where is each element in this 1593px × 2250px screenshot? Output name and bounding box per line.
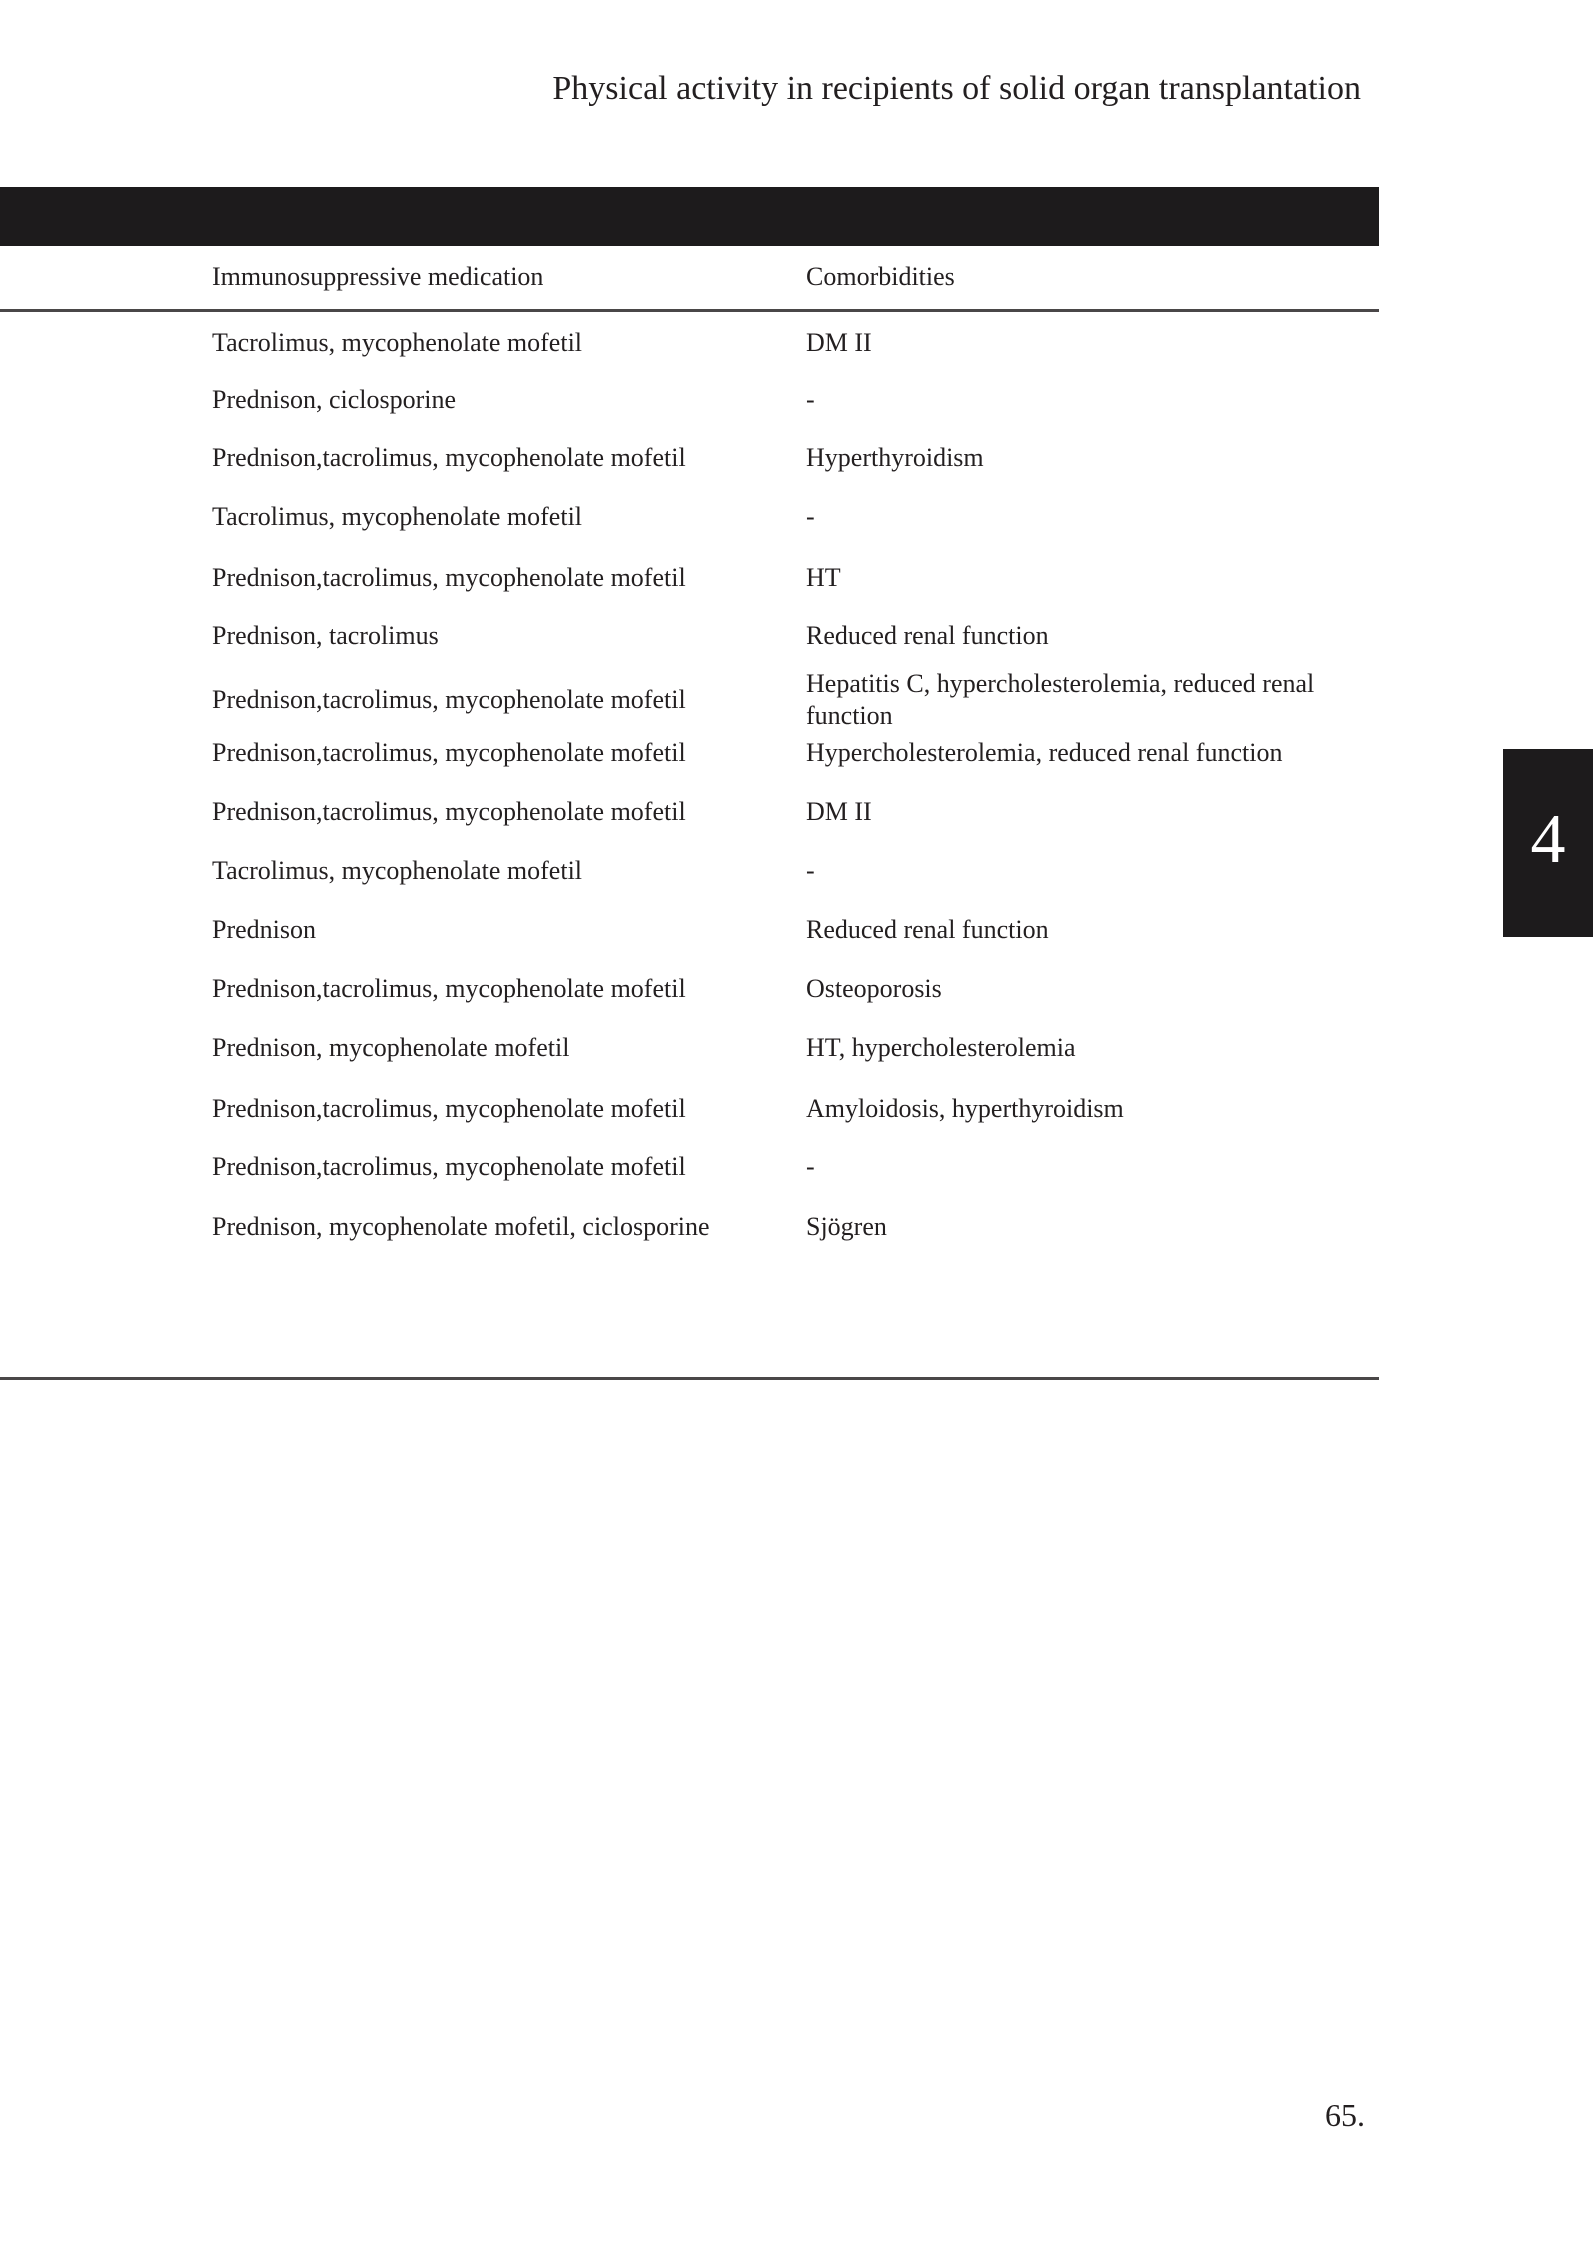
comorbidities-cell: HT, hypercholesterolemia <box>806 1033 1076 1062</box>
medication-cell: Prednison,tacrolimus, mycophenolate mofetil <box>212 974 686 1003</box>
comorbidities-cell: Hyperthyroidism <box>806 443 984 472</box>
comorbidities-cell: Hepatitis C, hypercholesterolemia, reduced renal function <box>806 669 1315 730</box>
medication-cell: Prednison,tacrolimus, mycophenolate mofetil <box>212 563 686 592</box>
comorbidities-cell: Sjögren <box>806 1212 887 1241</box>
medication-cell: Tacrolimus, mycophenolate mofetil <box>212 328 583 357</box>
medication-cell: Prednison,tacrolimus, mycophenolate mofetil <box>212 1094 686 1123</box>
medication-cell: Prednison,tacrolimus, mycophenolate mofetil <box>212 685 686 714</box>
medication-cell: Prednison, mycophenolate mofetil, ciclosporine <box>212 1212 710 1241</box>
comorbidities-cell: Reduced renal function <box>806 915 1049 944</box>
footer-rule <box>0 1377 1379 1380</box>
comorbidities-cell: HT <box>806 563 841 592</box>
header-rule <box>0 309 1379 312</box>
comorbidities-cell: Reduced renal function <box>806 621 1049 650</box>
comorbidities-cell: - <box>806 856 815 885</box>
medication-cell: Prednison <box>212 915 316 944</box>
comorbidities-cell: - <box>806 385 815 414</box>
column-header-medication: Immunosuppressive medication <box>212 262 544 291</box>
comorbidities-cell: Osteoporosis <box>806 974 942 1003</box>
chapter-tab <box>1503 749 1593 937</box>
comorbidities-cell: DM II <box>806 328 872 357</box>
page-number: 65. <box>1325 2097 1365 2133</box>
comorbidities-cell: - <box>806 502 815 531</box>
column-header-comorbidities: Comorbidities <box>806 262 955 291</box>
running-header: Physical activity in recipients of solid organ transplantation <box>552 70 1361 107</box>
medication-cell: Prednison,tacrolimus, mycophenolate mofetil <box>212 797 686 826</box>
comorbidities-cell: Hypercholesterolemia, reduced renal function <box>806 738 1283 767</box>
medication-cell: Prednison, ciclosporine <box>212 385 457 414</box>
table-header-band <box>0 187 1379 246</box>
medication-cell: Prednison, tacrolimus <box>212 621 439 650</box>
comorbidities-cell: Amyloidosis, hyperthyroidism <box>806 1094 1124 1123</box>
medication-cell: Prednison,tacrolimus, mycophenolate mofetil <box>212 1152 686 1181</box>
medication-cell: Prednison,tacrolimus, mycophenolate mofetil <box>212 738 686 767</box>
medication-cell: Tacrolimus, mycophenolate mofetil <box>212 856 583 885</box>
comorbidities-cell: - <box>806 1152 815 1181</box>
medication-cell: Prednison,tacrolimus, mycophenolate mofetil <box>212 443 686 472</box>
comorbidities-cell: DM II <box>806 797 872 826</box>
chapter-number: 4 <box>1530 801 1566 878</box>
medication-cell: Prednison, mycophenolate mofetil <box>212 1033 570 1062</box>
medication-cell: Tacrolimus, mycophenolate mofetil <box>212 502 583 531</box>
